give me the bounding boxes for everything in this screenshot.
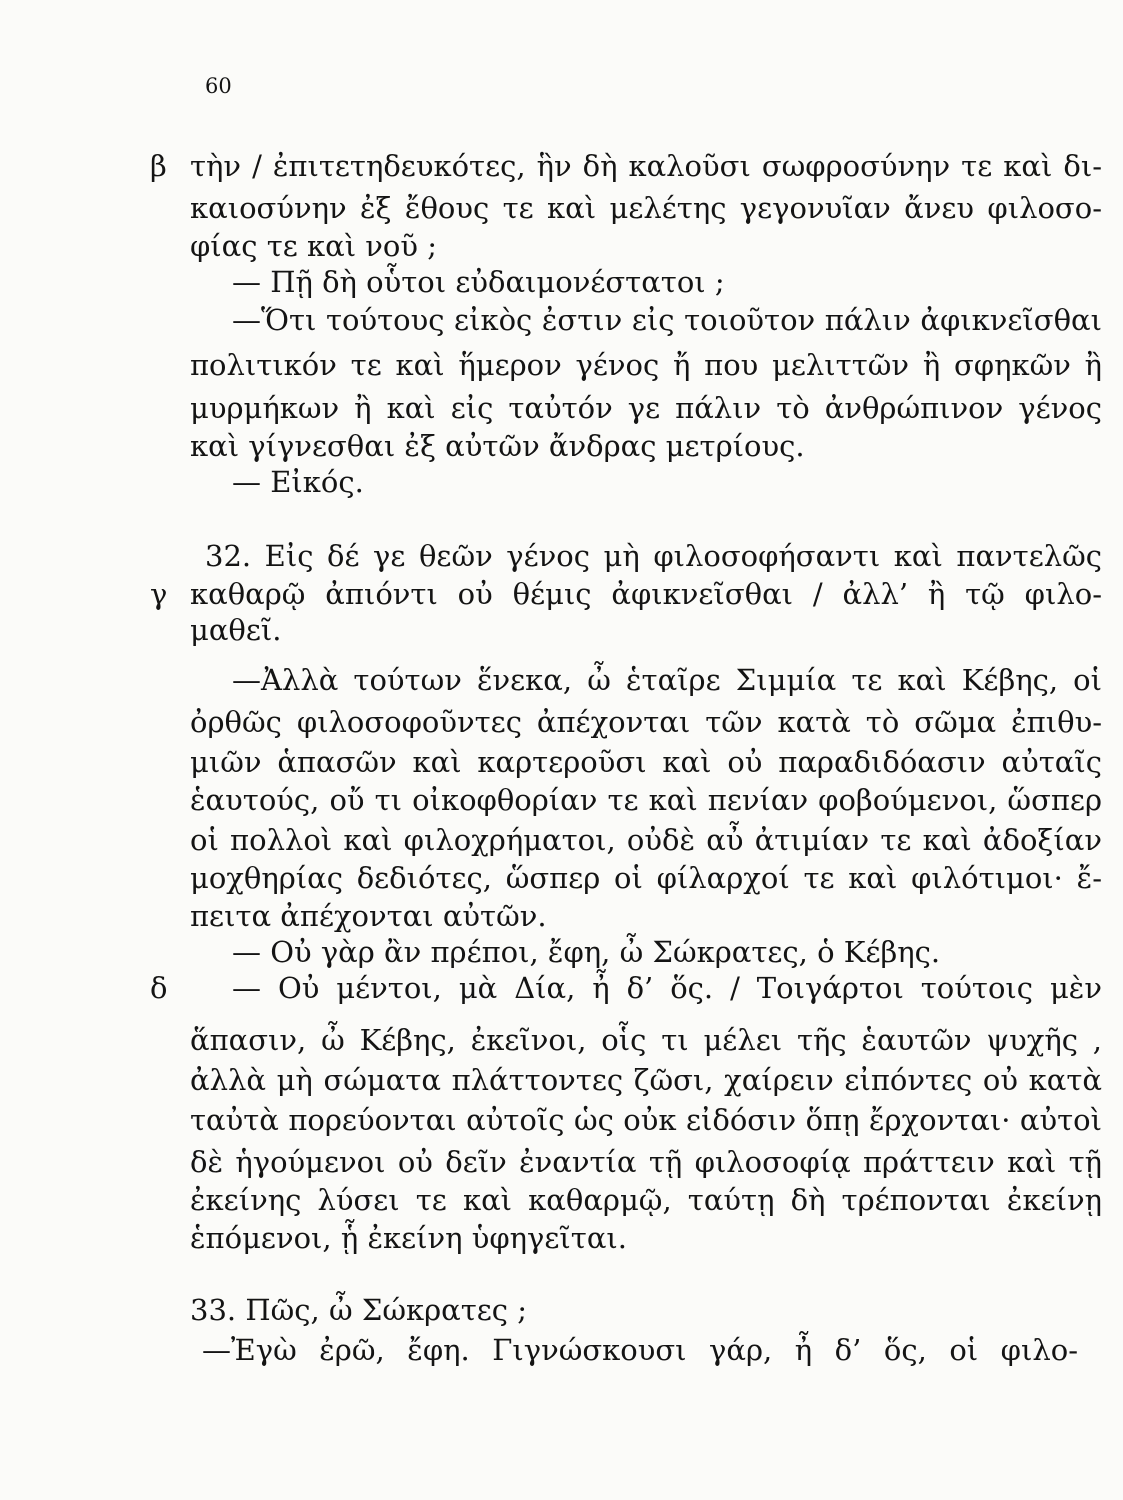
text-line: ἑαυτούς, οὔ τι οἰκοφθορίαν τε καὶ πενίαν φοβούμενοι, ὥσπερ — [190, 783, 1102, 817]
text-line: ταὐτὰ πορεύονται αὐτοῖς ὡς οὐκ εἰδόσιν ὅπῃ ἔρχονται· αὐτοὶ — [190, 1103, 1102, 1137]
text-line: — Οὐ γὰρ ἂν πρέποι, ἔφη, ὦ Σώκρατες, ὁ Κέβης. — [232, 935, 941, 969]
text-line: —Ὅτι τούτους εἰκὸς ἐστιν εἰς τοιοῦτον πάλιν ἀφικνεῖσθαι — [232, 303, 1102, 337]
text-line: ἀλλὰ μὴ σώματα πλάττοντες ζῶσι, χαίρειν εἰπόντες οὐ κατὰ — [190, 1063, 1102, 1097]
text-line: δὲ ἡγούμενοι οὐ δεῖν ἐναντία τῇ φιλοσοφίᾳ πράττειν καὶ τῇ — [190, 1145, 1102, 1179]
margin-letter-beta: β — [150, 149, 167, 183]
text-line: καιοσύνην ἐξ ἔθους τε καὶ μελέτης γεγονυῖαν ἄνευ φιλοσο- — [190, 191, 1102, 225]
text-line: μιῶν ἁπασῶν καὶ καρτεροῦσι καὶ οὐ παραδιδόασιν αὐταῖς — [190, 745, 1102, 779]
text-line: τὴν / ἐπιτετηδευκότες, ἣν δὴ καλοῦσι σωφροσύνην τε καὶ δι- — [190, 149, 1102, 183]
text-line: ἅπασιν, ὦ Κέβης, ἐκεῖνοι, οἷς τι μέλει τῆς ἑαυτῶν ψυχῆς , — [190, 1023, 1102, 1057]
text-line: ἑπόμενοι, ᾗ ἐκείνη ὑφηγεῖται. — [190, 1221, 627, 1255]
margin-letter-delta: δ — [150, 971, 168, 1005]
text-line: ὀρθῶς φιλοσοφοῦντες ἀπέχονται τῶν κατὰ τὸ σῶμα ἐπιθυ- — [190, 705, 1102, 739]
text-line: — Οὐ μέντοι, μὰ Δία, ἦ δ’ ὅς. / Τοιγάρτοι τούτοις μὲν — [232, 971, 1102, 1005]
text-line: —Ἐγὼ ἐρῶ, ἔφη. Γιγνώσκουσι γάρ, ἦ δ’ ὅς, οἱ φιλο- — [202, 1333, 1078, 1367]
page-number: 60 — [205, 74, 232, 98]
text-line: 33. Πῶς, ὦ Σώκρατες ; — [190, 1293, 528, 1327]
text-line: φίας τε καὶ νοῦ ; — [190, 229, 438, 263]
text-line: καὶ γίγνεσθαι ἐξ αὐτῶν ἄνδρας μετρίους. — [190, 429, 805, 463]
text-line: πειτα ἀπέχονται αὐτῶν. — [190, 899, 547, 933]
margin-letter-gamma: γ — [150, 577, 168, 611]
text-line: μαθεῖ. — [190, 613, 282, 647]
text-line: μυρμήκων ἢ καὶ εἰς ταὐτόν γε πάλιν τὸ ἀνθρώπινον γένος — [190, 391, 1102, 425]
text-line: 32. Εἰς δέ γε θεῶν γένος μὴ φιλοσοφήσαντι καὶ παντελῶς — [205, 539, 1102, 573]
text-line: πολιτικόν τε καὶ ἥμερον γένος ἤ που μελιττῶν ἢ σφηκῶν ἢ — [190, 348, 1102, 382]
text-line: μοχθηρίας δεδιότες, ὥσπερ οἱ φίλαρχοί τε καὶ φιλότιμοι· ἔ- — [190, 861, 1102, 895]
text-line: —Ἀλλὰ τούτων ἕνεκα, ὦ ἑταῖρε Σιμμία τε καὶ Κέβης, οἱ — [232, 663, 1102, 697]
text-line: καθαρῷ ἀπιόντι οὐ θέμις ἀφικνεῖσθαι / ἀλλ’ ἢ τῷ φιλο- — [190, 577, 1102, 611]
text-line: — Εἰκός. — [232, 465, 364, 499]
text-line: — Πῇ δὴ οὗτοι εὐδαιμονέστατοι ; — [232, 265, 725, 299]
text-line: οἱ πολλοὶ καὶ φιλοχρήματοι, οὐδὲ αὖ ἀτιμίαν τε καὶ ἀδοξίαν — [190, 823, 1102, 857]
text-line: ἐκείνης λύσει τε καὶ καθαρμῷ, ταύτῃ δὴ τρέπονται ἐκείνῃ — [190, 1183, 1102, 1217]
